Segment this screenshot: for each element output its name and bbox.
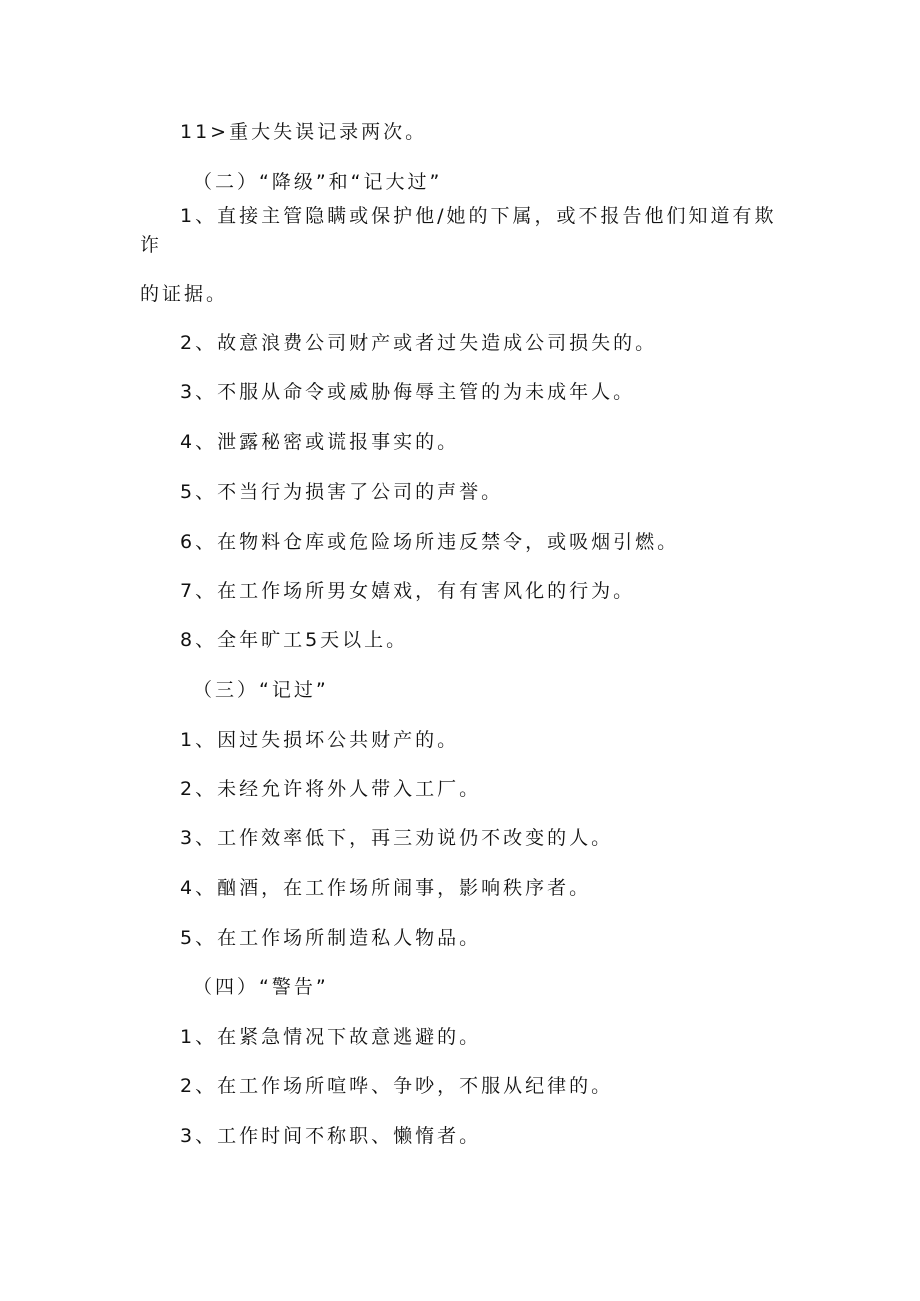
- text-line-demotion-7: 7、在工作场所男女嬉戏，有有害风化的行为。: [180, 580, 636, 602]
- text-line-demotion-1: 1、直接主管隐瞒或保护他/她的下属，或不报告他们知道有欺: [180, 205, 777, 227]
- text-line-demerit-1: 1、因过失损坏公共财产的。: [180, 729, 460, 751]
- text-line-demotion-8: 8、全年旷工5天以上。: [180, 629, 409, 651]
- text-line-demerit-5: 5、在工作场所制造私人物品。: [180, 927, 482, 949]
- text-line-demerit-2: 2、未经允许将外人带入工厂。: [180, 778, 482, 800]
- text-line-warning-2: 2、在工作场所喧哗、争吵，不服从纪律的。: [180, 1075, 614, 1097]
- text-line-demerit-3: 3、工作效率低下，再三劝说仍不改变的人。: [180, 827, 614, 849]
- text-line-demotion-1-cont: 的证据。: [140, 283, 229, 305]
- text-line-demotion-6: 6、在物料仓库或危险场所违反禁令，或吸烟引燃。: [180, 531, 680, 553]
- text-line-warning-1: 1、在紧急情况下故意逃避的。: [180, 1026, 482, 1048]
- text-line-demotion-2: 2、故意浪费公司财产或者过失造成公司损失的。: [180, 332, 658, 354]
- text-line-demerit-4: 4、酗酒，在工作场所闹事，影响秩序者。: [180, 877, 592, 899]
- text-line-warning-3: 3、工作时间不称职、懒惰者。: [180, 1125, 482, 1147]
- section-heading-warning: （四）“警告”: [193, 976, 329, 998]
- text-line-demotion-4: 4、泄露秘密或谎报事实的。: [180, 431, 460, 453]
- text-line-item-11: 11>重大失误记录两次。: [180, 121, 428, 143]
- text-line-demotion-5: 5、不当行为损害了公司的声誉。: [180, 481, 504, 503]
- section-heading-demotion: （二）“降级”和“记大过”: [193, 171, 443, 193]
- text-line-demotion-3: 3、不服从命令或威胁侮辱主管的为未成年人。: [180, 381, 636, 403]
- section-heading-demerit: （三）“记过”: [193, 679, 329, 701]
- text-line-demotion-1-wrap: 诈: [140, 234, 163, 256]
